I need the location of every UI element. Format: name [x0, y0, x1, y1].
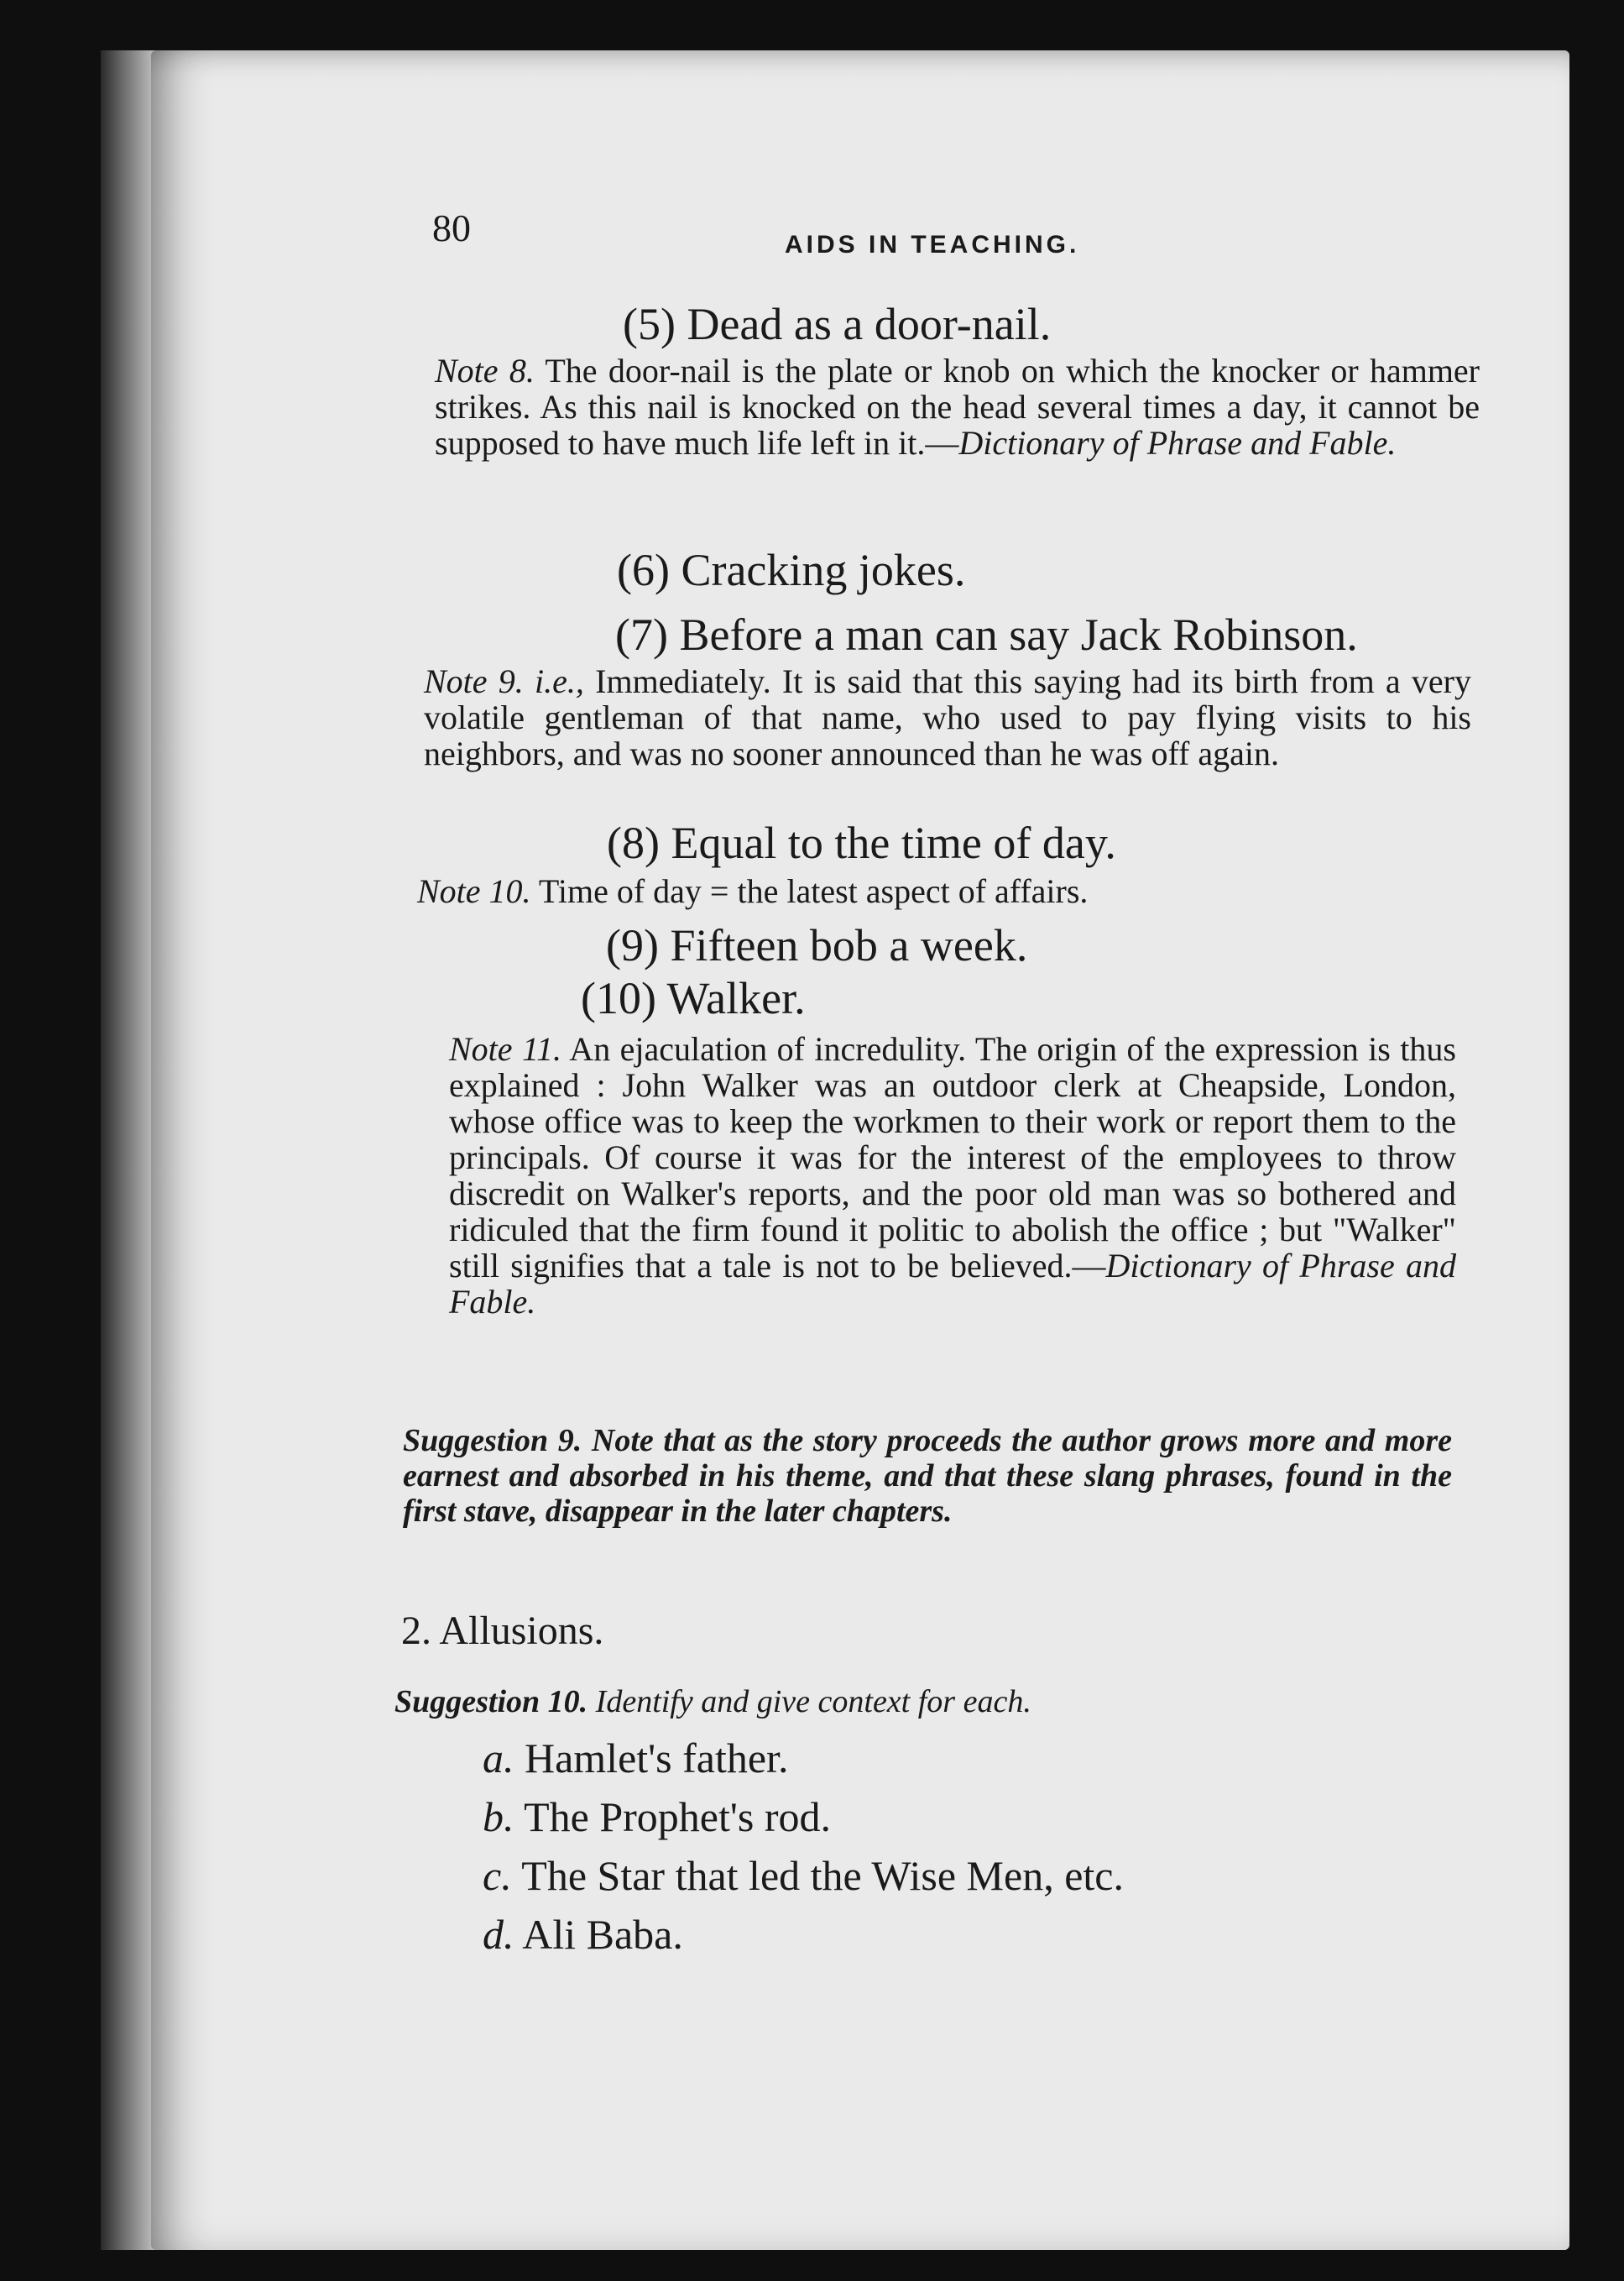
note-11-source: Dictionary of Phrase and Fable.: [449, 1247, 1457, 1321]
note-9-label: Note 9.: [424, 662, 524, 700]
allusion-d: [483, 1910, 683, 1959]
note-8-text: The door-nail is the plate or knob on which the knocker or hammer strikes. As this nail is knocked on the head several times a day, it cannot be supposed to have much life left in it.—: [435, 352, 1480, 462]
suggestion-9: Suggestion 9. Note that as the story proceeds the author grows more and more earnest and absorbed in his theme, and that these slang phrases, found in the first stave, disappear in the later chapters.: [403, 1423, 1452, 1529]
section-2-heading: 2. Allusions.: [401, 1609, 604, 1653]
note-9-ie: i.e.,: [523, 662, 584, 700]
note-9: [424, 663, 1471, 772]
note-10-text: Time of day = the latest aspect of affairs.: [530, 872, 1089, 910]
phrase-10: (10) Walker.: [581, 973, 806, 1023]
note-8-source: Dictionary of Phrase and Fable.: [958, 424, 1397, 462]
allusion-a: [483, 1734, 788, 1782]
note-9-text: Immediately. It is said that this saying had its birth from a very volatile gentleman of that name, who used to pay flying visits to his neighbors, and was no sooner announced than he was off again.: [424, 662, 1472, 772]
suggestion-10-text: Identify and give context for each.: [587, 1684, 1031, 1719]
suggestion-10-label: Suggestion 10.: [394, 1684, 588, 1719]
allusion-c: [483, 1851, 1124, 1900]
allusion-letter: c.: [483, 1852, 512, 1899]
allusion-text: Hamlet's father.: [514, 1734, 789, 1781]
note-11-text: An ejaculation of incredulity. The origin of the expression is thus explained : John Walker was an outdoor clerk at Cheapside, London, whose office was to keep the workmen to their work or report them to the principals. Of course it was for the interest of the employees to throw discredit on Walker's reports, and the poor old man was so bothered and ridiculed that the firm found it politic to abolish the office ; but "Walker" still signifies that a tale is not to be believed.—: [449, 1030, 1456, 1284]
phrase-6: (6) Cracking jokes.: [617, 545, 966, 595]
note-11: [449, 1031, 1456, 1320]
phrase-7: (7) Before a man can say Jack Robinson.: [615, 609, 1358, 660]
suggestion-10: [394, 1683, 1031, 1720]
note-11-label: Note 11.: [449, 1030, 562, 1068]
note-8: [435, 353, 1480, 461]
page-number: 80: [432, 207, 471, 249]
phrase-9: (9) Fifteen bob a week.: [606, 920, 1028, 970]
note-10-label: Note 10.: [417, 872, 531, 910]
allusion-letter: a.: [483, 1734, 514, 1781]
allusion-text: Ali Baba.: [514, 1911, 683, 1958]
running-head: AIDS IN TEACHING.: [785, 231, 1080, 259]
allusion-b: [483, 1792, 831, 1841]
phrase-5: (5) Dead as a door-nail.: [623, 299, 1052, 349]
allusion-text: The Prophet's rod.: [514, 1793, 831, 1840]
note-8-label: Note 8.: [435, 352, 535, 390]
phrase-8: (8) Equal to the time of day.: [607, 818, 1116, 868]
allusion-text: The Star that led the Wise Men, etc.: [511, 1852, 1124, 1899]
allusion-letter: b.: [483, 1793, 514, 1840]
note-10: [417, 873, 1475, 909]
allusion-letter: d.: [483, 1911, 514, 1958]
